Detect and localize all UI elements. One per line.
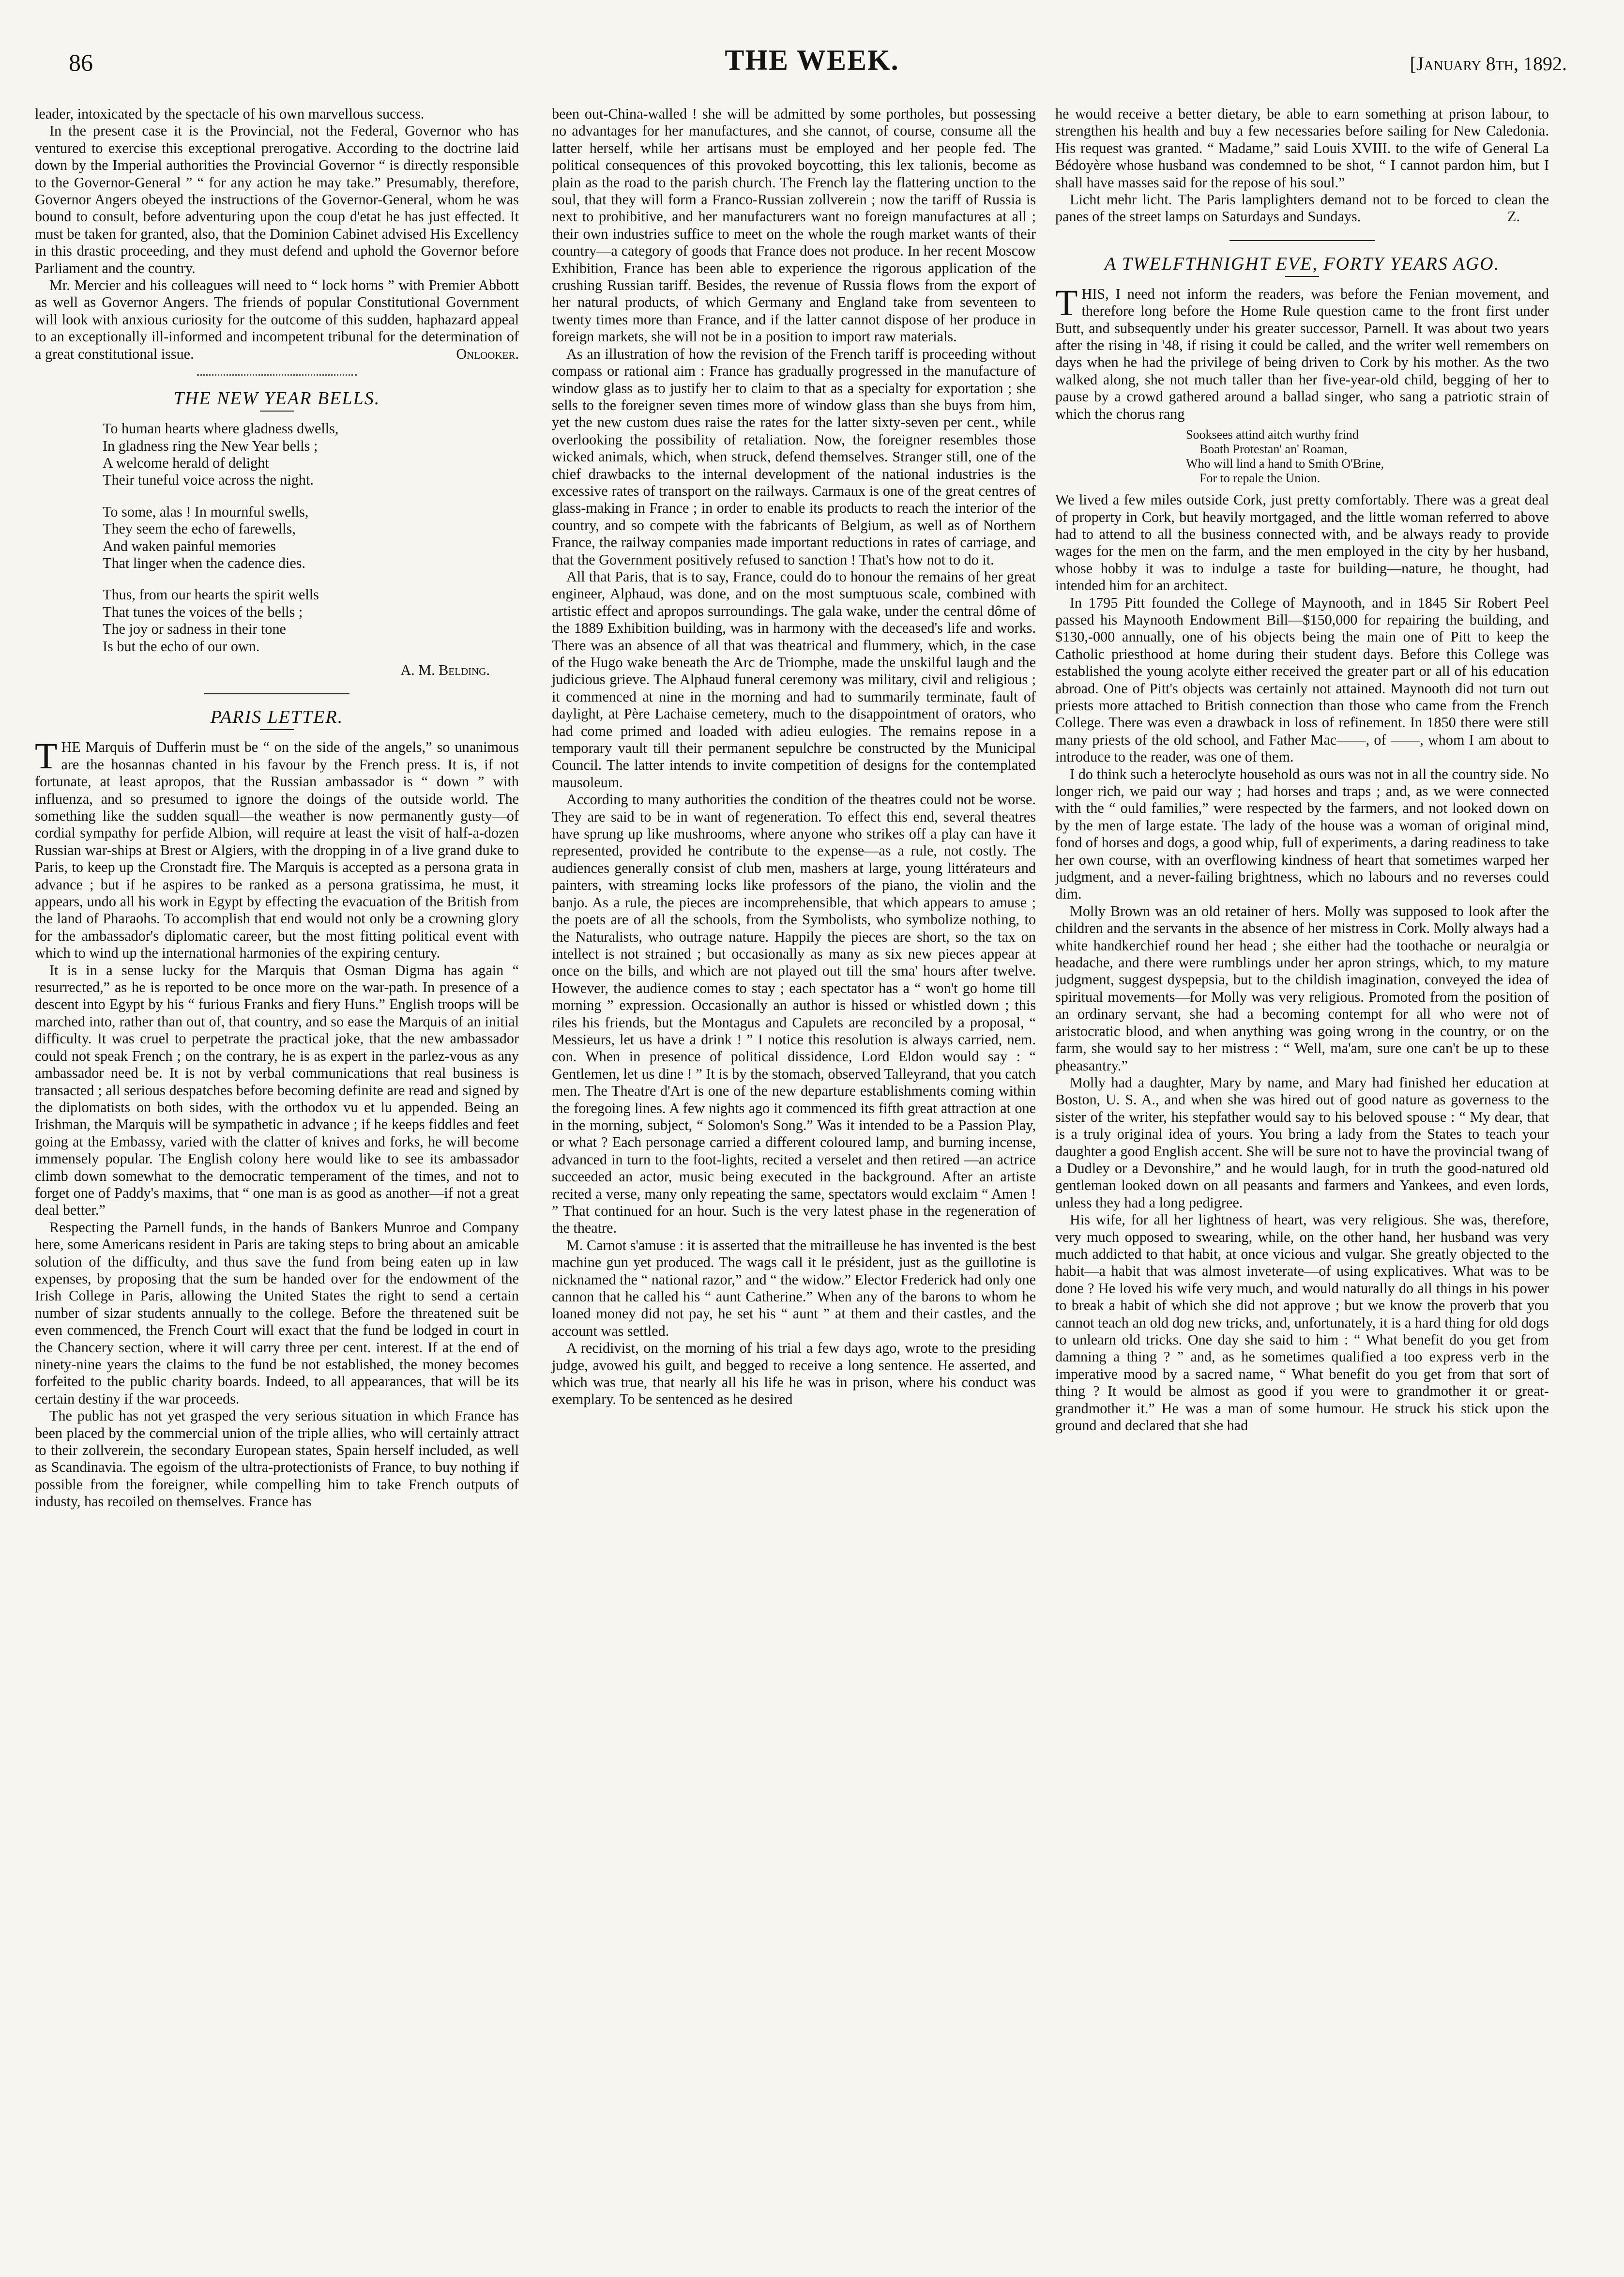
- article-paragraph: Respecting the Parnell funds, in the hands of Bankers Munroe and Company here, some Americans resident in Paris are taking steps to bring about an amicable solution of the difficulty, and thus save the fund from being eaten up in law expenses, by proposing that the sum be handed over for the endowment of the Irish College in Paris, allowing the United States the right to send a certain number of sizar students annually to the college. Before the threatened suit be even commenced, the French Court will exact that the fund be lodged in court in the Chancery section, where it will carry three per cent. interest. If at the end of ninety-nine years the claims to the fund be not established, the money becomes forfeited to the public charity boards. Indeed, to all appearances, that will be its certain destiny if the war proceeds.: [35, 1219, 519, 1407]
- article-heading: PARIS LETTER.: [210, 707, 344, 728]
- article-paragraph: he would receive a better dietary, be able to earn something at prison labour, to strengthen his health and buy a few necessaries before sailing for New Caledonia. His request was granted. “ Madame,” said Louis XVIII. to the wife of General La Bédoyère whose husband was condemned to be shot, “ I cannot pardon him, but I shall have masses said for the repose of his soul.”: [1055, 106, 1549, 191]
- drop-cap: T: [35, 736, 58, 777]
- article-paragraph: Molly Brown was an old retainer of hers. Molly was supposed to look after the children and the servants in the absence of her mistress in Cork. Molly always had a white handkerchief round her head ; she either had the toothache or neuralgia or headache, and there were rumblings under her apron strings, which, to my mature judgment, suggest dyspepsia, but to the childish imagination, conveyed the idea of spiritual movements—for Molly was very religious. Promoted from the position of an ordinary servant, she had a becoming contempt for all who were not of aristocratic blood, and when anything was going wrong in the country, or on the farm, she would say to her mistress : “ Well, ma'am, sure one can't be up to these pheasantry.”: [1055, 902, 1549, 1074]
- article-paragraph: According to many authorities the condition of the theatres could not be worse. They are said to be in want of regeneration. To effect this end, several theatres have sprung up like mushrooms, where anyone who strikes off a play can have it represented, provided he contribute to the expense—as a rule, not costly. The audiences generally consist of club men, mashers at large, young littérateurs and painters, with streaming locks like professors of the piano, the violin and the banjo. As a rule, the pieces are incomprehensible, that which appears to amuse ; the poets are of all the schools, from the Symbolists, who symbolize nothing, to the Naturalists, who outrage nature. Happily the pieces are short, so the tax on intellect is not strained ; but occasionally as many as six new pieces appear at once on the bills, and which are not played out till the sma' hours after twelve. However, the audience comes to stay ; each spectator has a “ won't go home till morning ” expression. Occasionally an author is hissed or whistled down ; this riles his friends, but the Montagus and Capulets are reconciled by a proposal, “ Messieurs, let us have a drink ! ” I notice this resolution is always carried, nem. con. When in presence of political dissidence, Lord Eldon would say : “ Gentlemen, let us dine ! ” It is by the stomach, observed Talleyrand, that you catch men. The Theatre d'Art is one of the new departure establishments coming within the foregoing lines. A few nights ago it commenced its fifth great attraction at one in the morning, subject, “ Solomon's Song.” Was it intended to be a Passion Play, or what ? Each personage carried a different coloured lamp, and burning incense, advanced in turn to the foot-lights, recited a verselet and then retired —an actrice succeeded an actor, music being executed in the background. After an artiste recited a verse, many only repeating the same, spectators would exclaim “ Amen ! ” That continued for an hour. Such is the very latest phase in the regeneration of the theatre.: [552, 791, 1036, 1237]
- poem-line: The joy or sadness in their tone: [103, 621, 286, 638]
- poem-line: Thus, from our hearts the spirit wells: [103, 586, 319, 603]
- poem-line: A welcome herald of delight: [103, 454, 269, 471]
- paragraph-text: Mr. Mercier and his colleagues will need to “ lock horns ” with Premier Abbott as well as Governor Angers. The friends of popular Constitutional Government will look with anxious curiosity for the outcome of this sudden, haphazard appeal to an exceptionally ill-informed and incompetent tribunal for the determination of a great constitutional issue.: [35, 277, 519, 362]
- drop-cap: T: [1055, 282, 1078, 323]
- poem-line: To human hearts where gladness dwells,: [103, 420, 339, 437]
- article-paragraph: All that Paris, that is to say, France, could do to honour the remains of her great engineer, Alphaud, was done, and on the most sumptuous scale, combined with artistic effect and apropos surroundings. The gala wake, under the central dôme of the 1889 Exhibition building, was in harmony with the deceased's life and works. There was an absence of all that was theatrical and flummery, which, in the case of the Hugo wake beneath the Arc de Triomphe, made the unskilful laugh and the judicious grieve. The Alphaud funeral ceremony was military, civil and religious ; it commenced at nine in the morning and had to summarily terminate, fault of daylight, at Père Lachaise cemetery, much to the disappointment of orators, who had come primed and loaded with adieu eulogies. The remains repose in a temporary vault till their permanent sepulchre be constructed by the Municipal Council. The latter intends to invite competition of designs for the contemplated mausoleum.: [552, 568, 1036, 791]
- section-rule: [1229, 240, 1375, 241]
- column-2: [552, 106, 1036, 1408]
- short-rule: [1285, 276, 1319, 277]
- verse-line: Sooksees attind aitch wurthy frind: [1186, 428, 1359, 442]
- poem-body: [103, 420, 519, 655]
- short-rule: [260, 411, 294, 412]
- poem-stanza: [103, 586, 519, 655]
- author-signature: Z.: [1507, 208, 1520, 225]
- poem-line: Their tuneful voice across the night.: [103, 472, 314, 489]
- masthead-title: THE WEEK.: [725, 44, 899, 76]
- article-heading: A TWELFTHNIGHT EVE, FORTY YEARS AGO.: [1104, 253, 1500, 274]
- poem-line: That tunes the voices of the bells ;: [103, 603, 303, 620]
- article-paragraph: been out-China-walled ! she will be admitted by some portholes, but possessing no advantages for her manufactures, and she cannot, of course, consume all the latter herself, while her artisans must be employed and her people fed. The political consequences of this provoked boycotting, this lex talionis, become as plain as the road to the parish church. The French lay the flattering unction to the soul, that they will form a Franco-Russian zollverein ; now the tariff of Russia is next to prohibitive, and her manufacturers want no foreign manufactures at all ; their own industries suffice to meet on the whole the rough market wants of their country—a category of goods that France does not produce. In her recent Moscow Exhibition, France has been able to experience the rigorous application of the crushing Russian tariff. Besides, the revenue of Russia flows from the export of her natural products, of which Germany and England take from seventeen to twenty times more than France, and if the latter cannot dispose of her produce in foreign markets, she will not be in a position to import raw materials.: [552, 106, 1036, 345]
- verse-line: For to repale the Union.: [1199, 471, 1320, 486]
- verse-line: Boath Protestan' an' Roaman,: [1199, 442, 1348, 457]
- column-3: [1055, 106, 1549, 1434]
- page-header: [0, 44, 1624, 102]
- article-paragraph: [1055, 282, 1549, 423]
- article-paragraph: In the present case it is the Provincial, not the Federal, Governor who has ventured to exercise this exceptional prerogative. According to the doctrine laid down by the Imperial authorities the Provincial Governor “ is directly responsible to the Governor-General ” “ for any action he may take.” Presumably, therefore, Governor Angers obeyed the instructions of the Governor-General, whom he was bound to consult, before adventuring upon the coup d'etat he has just effected. It must be taken for granted, also, that the Dominion Cabinet advised His Excellency in this drastic proceeding, and they must defend and uphold the Governor before Parliament and the country.: [35, 122, 519, 276]
- article-paragraph: It is in a sense lucky for the Marquis that Osman Digma has again “ resurrected,” as he is reported to be once more on the war-path. In presence of a descent into Egypt by his “ furious Franks and fiery Huns.” English troops will be marched into, rather than out of, that country, and so ease the Marquis of an initial difficulty. It was cruel to perpetrate the practical joke, that the new ambassador could not speak French ; on the contrary, he is as expert in the parlez-vous as any ambassador need be. It is not by verbal communications that real business is transacted ; all serious despatches before becoming definite are read and signed by the diplomatists on both sides, with the orthodox vu et lu appended. Being an Irishman, the Marquis will be sympathetic in advance ; if he keeps fiddles and feet going at the Embassy, varied with the clatter of knives and forks, he will become immensely popular. The English colony here would like to see its ambassador climb down somewhat to the democratic temperament of the times, and not to forget one of Paddy's maxims, that “ one man is as good as another—if not a great deal better.”: [35, 962, 519, 1219]
- paragraph-text: HIS, I need not inform the readers, was before the Fenian movement, and therefore long before the Home Rule question came to the front first under Butt, and subsequently under his greater successor, Parnell. It was about two years after the rising in '48, if rising it could be called, and the writer well remembers on days when he had the privilege of being driven to Cork by his mother. As the two walked along, she not much taller than her five-year-old child, begging of her to pause by a crowd gathered around a ballad singer, who sang a patriotic strain of which the chorus rang: [1055, 285, 1549, 422]
- paragraph-text: Licht mehr licht. The Paris lamplighters demand not to be forced to clean the panes of the street lamps on Saturdays and Sundays.: [1055, 191, 1549, 225]
- paragraph-text: HE Marquis of Dufferin must be “ on the side of the angels,” so unanimous are the hosannas chanted in his favour by the French press. It is, if not fortunate, at least apropos, that the Russian ambassador is “ down ” with influenza, and so presumed to ignore the doings of the outside world. The something like the sudden squall—the weather is now permanently gusty—of cordial sympathy for perfide Albion, will require at least the visit of half-a-dozen Russian war-ships at Brest or Algiers, with the dropping in of a live grand duke to Paris, to keep up the Cronstadt fire. The Marquis is accepted as a persona grata in advance ; but if he aspires to be ranked as a persona gratissima, he must, it appears, undo all his work in Egypt by effecting the evacuation of the British from the land of Pharaohs. To accomplish that end would not only be a crowning glory for the ambassador's diplomatic career, but the most fitting political event with which to wind up the international harmonies of the expiring century.: [35, 739, 519, 962]
- article-paragraph: [35, 277, 519, 363]
- poem-line: That linger when the cadence dies.: [103, 554, 306, 571]
- author-signature: Onlooker.: [456, 345, 519, 362]
- article-paragraph: We lived a few miles outside Cork, just pretty comfortably. There was a great deal of property in Cork, but heavily mortgaged, and the little woman referred to above had to attend to all the business connected with, and be always ready to provide wages for the men on the farm, and the men employed in the city by her husband, whose hobby it was to indulge a taste for building—nature, he thought, had intended him for an architect.: [1055, 491, 1549, 594]
- dotted-divider: [197, 374, 357, 376]
- poem-line: They seem the echo of farewells,: [103, 520, 296, 537]
- poem-stanza: [103, 504, 519, 572]
- poem-line: To some, alas ! In mournful swells,: [103, 503, 309, 520]
- ballad-verse: [1186, 428, 1549, 486]
- article-paragraph: leader, intoxicated by the spectacle of his own marvellous success.: [35, 106, 425, 122]
- poem-line: And waken painful memories: [103, 537, 276, 554]
- short-rule: [260, 729, 294, 730]
- article-paragraph: The public has not yet grasped the very serious situation in which France has been placed by the commercial union of the triple allies, who will certainly attract to their zollverein, the secondary European states, Spain herself included, as well as Scandinavia. The egoism of the ultra-protectionists of France, to buy nothing if possible from the foreigner, while compelling him to take French outputs of industy, has recoiled on themselves. France has: [35, 1407, 519, 1510]
- article-paragraph: [1055, 191, 1549, 226]
- article-paragraph: I do think such a heteroclyte household as ours was not in all the country side. No longer rich, we paid our way ; had horses and traps ; and, as we were connected with the “ ould families,” were respected by the farmers, and not looked down on by the men of large estate. The lady of the house was a woman of original mind, fond of horses and dogs, a good whip, full of experiments, a daring readiness to take her own course, with an overflowing kindness of heart that sometimes warped her judgment, and a never-failing brightness, which no labours and no reverses could dim.: [1055, 765, 1549, 902]
- article-paragraph: His wife, for all her lightness of heart, was very religious. She was, therefore, very much opposed to swearing, while, on the other hand, her husband was very much addicted to that habit, at once vicious and vulgar. She greatly objected to the habit—a habit that was almost inveterate—of using explicatives. What was to be done ? He loved his wife very much, and would naturally do all things in his power to break a habit of which she did not approve ; but we know the proverb that you cannot teach an old dog new tricks, and, unfortunately, it is a hard thing for old dogs to unlearn old tricks. One day she said to him : “ What benefit do you get from damning a thing ? ” and, as he sometimes qualified a too express verb in the imperative mood by a sacred name, “ What benefit do you get from that sort of thing ? It would be almost as good if you were to grandmother it or great-grandmother it.” He was a man of some humour. He struck his stick upon the ground and declared that she had: [1055, 1211, 1549, 1434]
- article-paragraph: In 1795 Pitt founded the College of Maynooth, and in 1845 Sir Robert Peel passed his Maynooth Endowment Bill—$150,000 for repairing the building, and $130,-000 annually, one of his objects being the main one of Pitt to keep the Catholic priesthood at home during their student days. Before this College was established the young acolyte either received the greater part or all of his education abroad. One of Pitt's objects was certainly not attained. Maynooth did not turn out priests more attached to British connection than those who came from the French College. There was even a drawback in loss of refinement. In 1850 there were still many priests of the old school, and Father Mac——, of ——, whom I am about to introduce to the reader, was one of them.: [1055, 594, 1549, 765]
- page-number: 86: [69, 49, 93, 76]
- section-rule: [204, 693, 349, 694]
- poem-line: Is but the echo of our own.: [103, 638, 260, 655]
- poem-signature: A. M. Belding.: [400, 661, 490, 678]
- poem-stanza: [103, 420, 519, 489]
- column-1: [35, 106, 519, 1511]
- article-paragraph: As an illustration of how the revision of the French tariff is proceeding without compass or rational aim : France has gradually progressed in the manufacture of window glass as to justify her to claim to that as a specialty for exportation ; she sells to the foreigner seven times more of window glass than she buys from him, yet the new custom dues raise the rates for the latter sixty-seven per cent., while overlooking the possibility of retaliation. Now, the foreigner resembles those wicked animals, which, when struck, defend themselves. Stranger still, one of the chief drawbacks to the internal development of the national industries is the excessive rates of transport on the railways. Carmaux is one of the great centres of glass-making in France ; in order to enable its products to reach the interior of the country, and so compete with the fabricants of Belgium, as well as of Northern France, the railway companies made important reductions in rates of carriage, and that the Government positively refused to sanction ! That's how not to do it.: [552, 345, 1036, 568]
- issue-date: [January 8th, 1892.: [1410, 53, 1567, 75]
- article-paragraph: A recidivist, on the morning of his trial a few days ago, wrote to the presiding judge, avowed his guilt, and begged to receive a long sentence. He asserted, and which was true, that nearly all his life he was in prison, where his conduct was exemplary. To be sentenced as he desired: [552, 1340, 1036, 1408]
- poem-heading: THE NEW YEAR BELLS.: [173, 388, 380, 409]
- verse-line: Who will lind a hand to Smith O'Brine,: [1186, 457, 1384, 471]
- article-paragraph: [35, 736, 519, 962]
- article-paragraph: Molly had a daughter, Mary by name, and Mary had finished her education at Boston, U. S. A., and when she was hired out of good nature as governess to the sister of the writer, his stepfather would say to his beloved spouse : “ My dear, that is a truly original idea of yours. You bring a lady from the States to teach your daughter a good English accent. She will be sure not to have the provincial twang of a Dudley or a Devonshire,” and he would laugh, for in truth the good-natured old gentleman looked down on all peasants and farmers and Yankees, and even lords, unless they had a long pedigree.: [1055, 1074, 1549, 1211]
- article-paragraph: M. Carnot s'amuse : it is asserted that the mitrailleuse he has invented is the best machine gun yet produced. The wags call it le président, just as the guillotine is nicknamed the “ national razor,” and “ the widow.” Elector Frederick had only one cannon that he called his “ aunt Catherine.” When any of the barons to whom he loaned money did not pay, he set his “ aunt ” at them and their castles, and the account was settled.: [552, 1237, 1036, 1339]
- poem-line: In gladness ring the New Year bells ;: [103, 437, 318, 454]
